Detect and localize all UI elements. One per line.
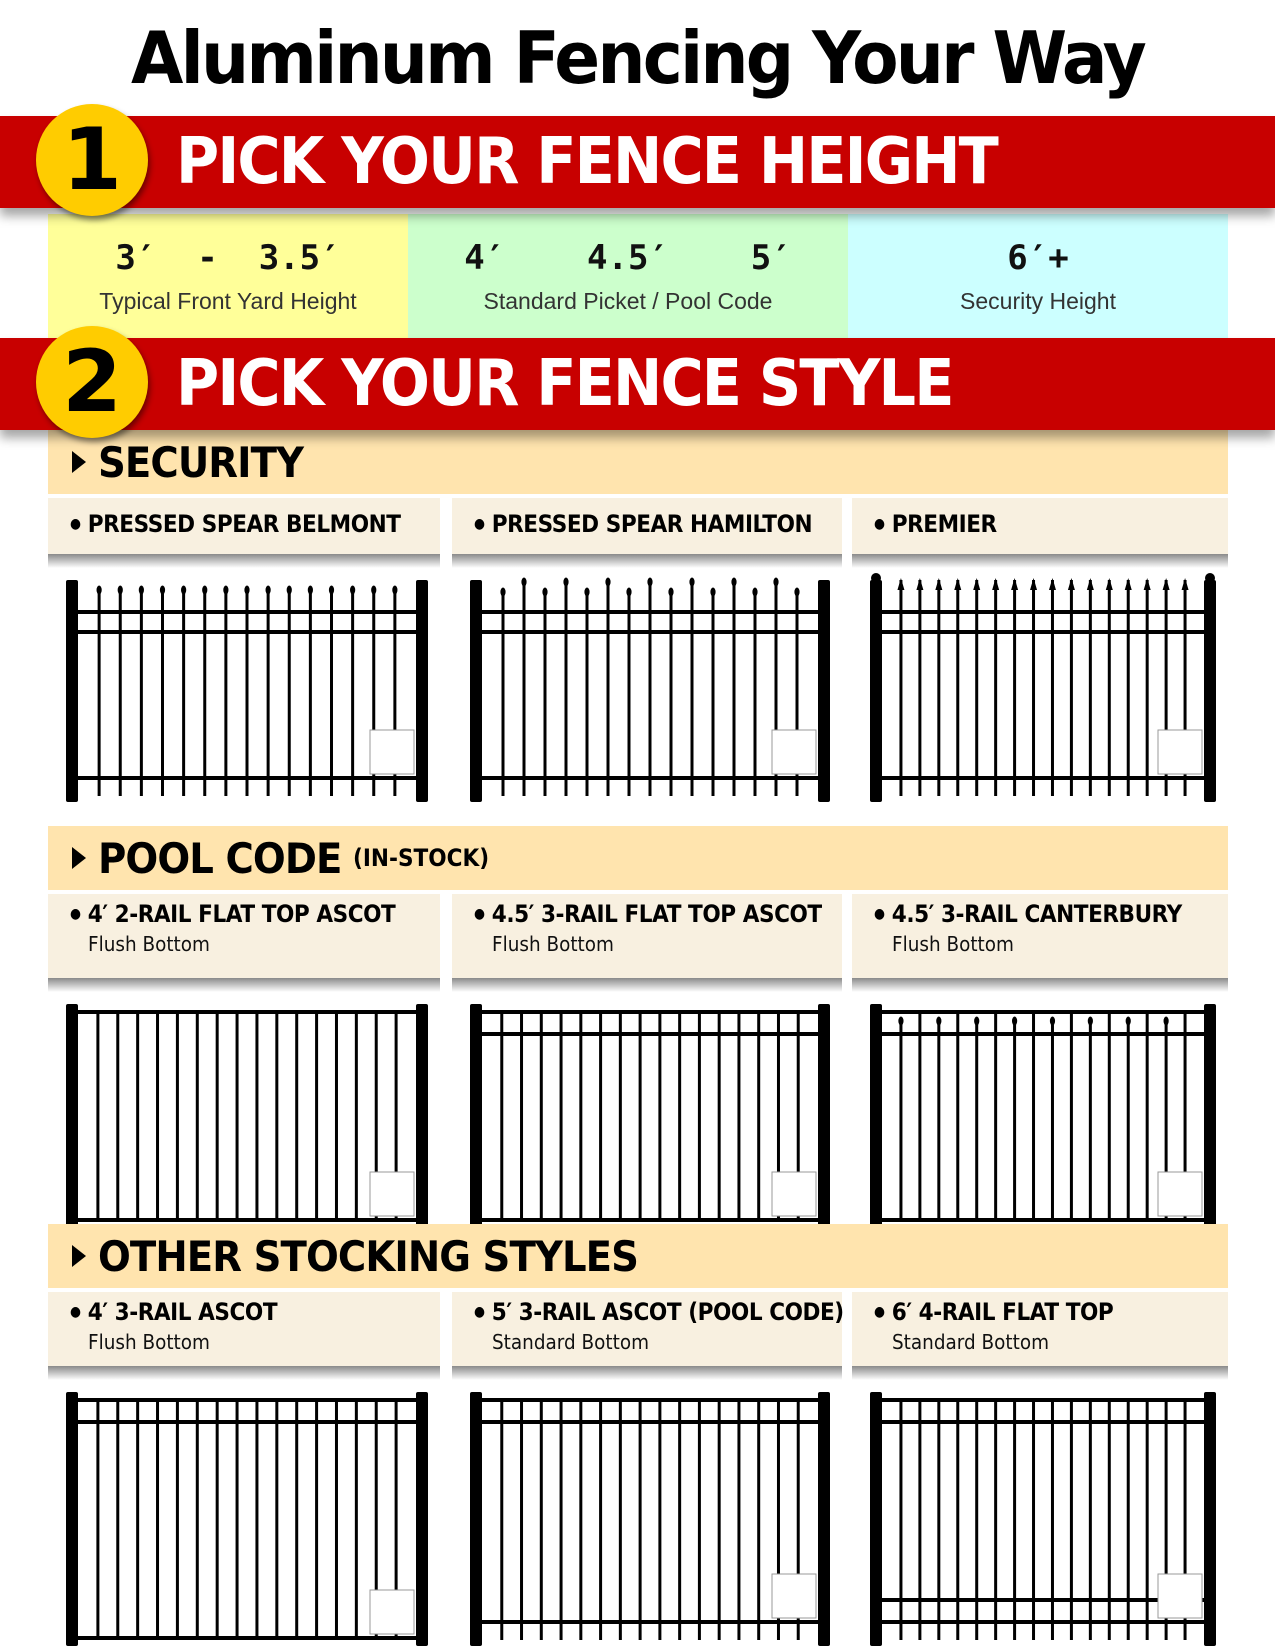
triangle-right-icon <box>72 451 86 473</box>
triangle-right-icon <box>72 1245 86 1267</box>
height-option-security[interactable] <box>848 214 1228 342</box>
fence-style-name: ● 4.5′ 3-RAIL FLAT TOP ASCOT <box>474 900 822 928</box>
fence-illustration <box>470 1384 830 1650</box>
fence-style-name: ● 4′ 3-RAIL ASCOT <box>70 1298 277 1326</box>
fence-style-header <box>852 1292 1228 1366</box>
height-values: 4′ 4.5′ 5′ <box>464 238 792 278</box>
fence-style-name: ● 6′ 4-RAIL FLAT TOP <box>874 1298 1113 1326</box>
height-options <box>48 214 1228 342</box>
fence-style-name: ● PREMIER <box>874 510 997 538</box>
fence-style-header <box>852 498 1228 554</box>
fence-style-name: ● 4′ 2-RAIL FLAT TOP ASCOT <box>70 900 395 928</box>
step1-banner <box>0 116 1275 208</box>
fence-style-name: ● 5′ 3-RAIL ASCOT (POOL CODE) <box>474 1298 844 1326</box>
fence-bottom-type: Flush Bottom <box>892 932 1014 956</box>
fence-illustration <box>870 1384 1216 1650</box>
category-label: OTHER STOCKING STYLES <box>98 1231 639 1281</box>
fence-style-header <box>452 894 842 978</box>
fence-style-name: ● PRESSED SPEAR HAMILTON <box>474 510 812 538</box>
step2-label: PICK YOUR FENCE STYLE <box>176 347 953 421</box>
page-title: Aluminum Fencing Your Way <box>131 16 1144 100</box>
step2-number-badge: 2 <box>36 326 148 438</box>
triangle-right-icon <box>72 847 86 869</box>
category-sublabel: (IN-STOCK) <box>352 844 489 872</box>
fence-style-header <box>48 498 440 554</box>
fence-bottom-type: Standard Bottom <box>492 1330 650 1354</box>
height-description: Standard Picket / Pool Code <box>483 288 773 314</box>
fence-style-name: ● 4.5′ 3-RAIL CANTERBURY <box>874 900 1182 928</box>
category-header-pool-code[interactable] <box>48 826 1228 890</box>
fence-illustration <box>66 1384 428 1650</box>
category-label: SECURITY <box>98 437 304 487</box>
step2-banner <box>0 338 1275 430</box>
fence-illustration <box>870 996 1216 1232</box>
fence-style-header <box>48 1292 440 1366</box>
step1-label: PICK YOUR FENCE HEIGHT <box>176 125 997 199</box>
fence-illustration <box>470 996 830 1232</box>
fence-bottom-type: Flush Bottom <box>88 1330 210 1354</box>
category-label: POOL CODE <box>98 833 342 883</box>
height-option-front-yard[interactable] <box>48 214 408 342</box>
step1-number-badge: 1 <box>36 104 148 216</box>
height-description: Typical Front Yard Height <box>99 288 357 314</box>
fence-illustration <box>66 996 428 1232</box>
fence-style-name: ● PRESSED SPEAR BELMONT <box>70 510 401 538</box>
category-header-security[interactable] <box>48 430 1228 494</box>
fence-illustration <box>470 572 830 806</box>
fence-bottom-type: Standard Bottom <box>892 1330 1050 1354</box>
height-values: 6′+ <box>1007 238 1069 278</box>
fence-bottom-type: Flush Bottom <box>492 932 614 956</box>
fence-style-header <box>48 894 440 978</box>
height-option-standard[interactable] <box>408 214 848 342</box>
height-values: 3′ - 3.5′ <box>115 238 341 278</box>
fence-style-header <box>852 894 1228 978</box>
category-header-other-stocking-styles[interactable] <box>48 1224 1228 1288</box>
fence-style-header <box>452 498 842 554</box>
fence-illustration <box>66 572 428 806</box>
fence-bottom-type: Flush Bottom <box>88 932 210 956</box>
height-description: Security Height <box>960 288 1116 314</box>
fence-illustration <box>870 572 1216 806</box>
fence-style-header <box>452 1292 842 1366</box>
